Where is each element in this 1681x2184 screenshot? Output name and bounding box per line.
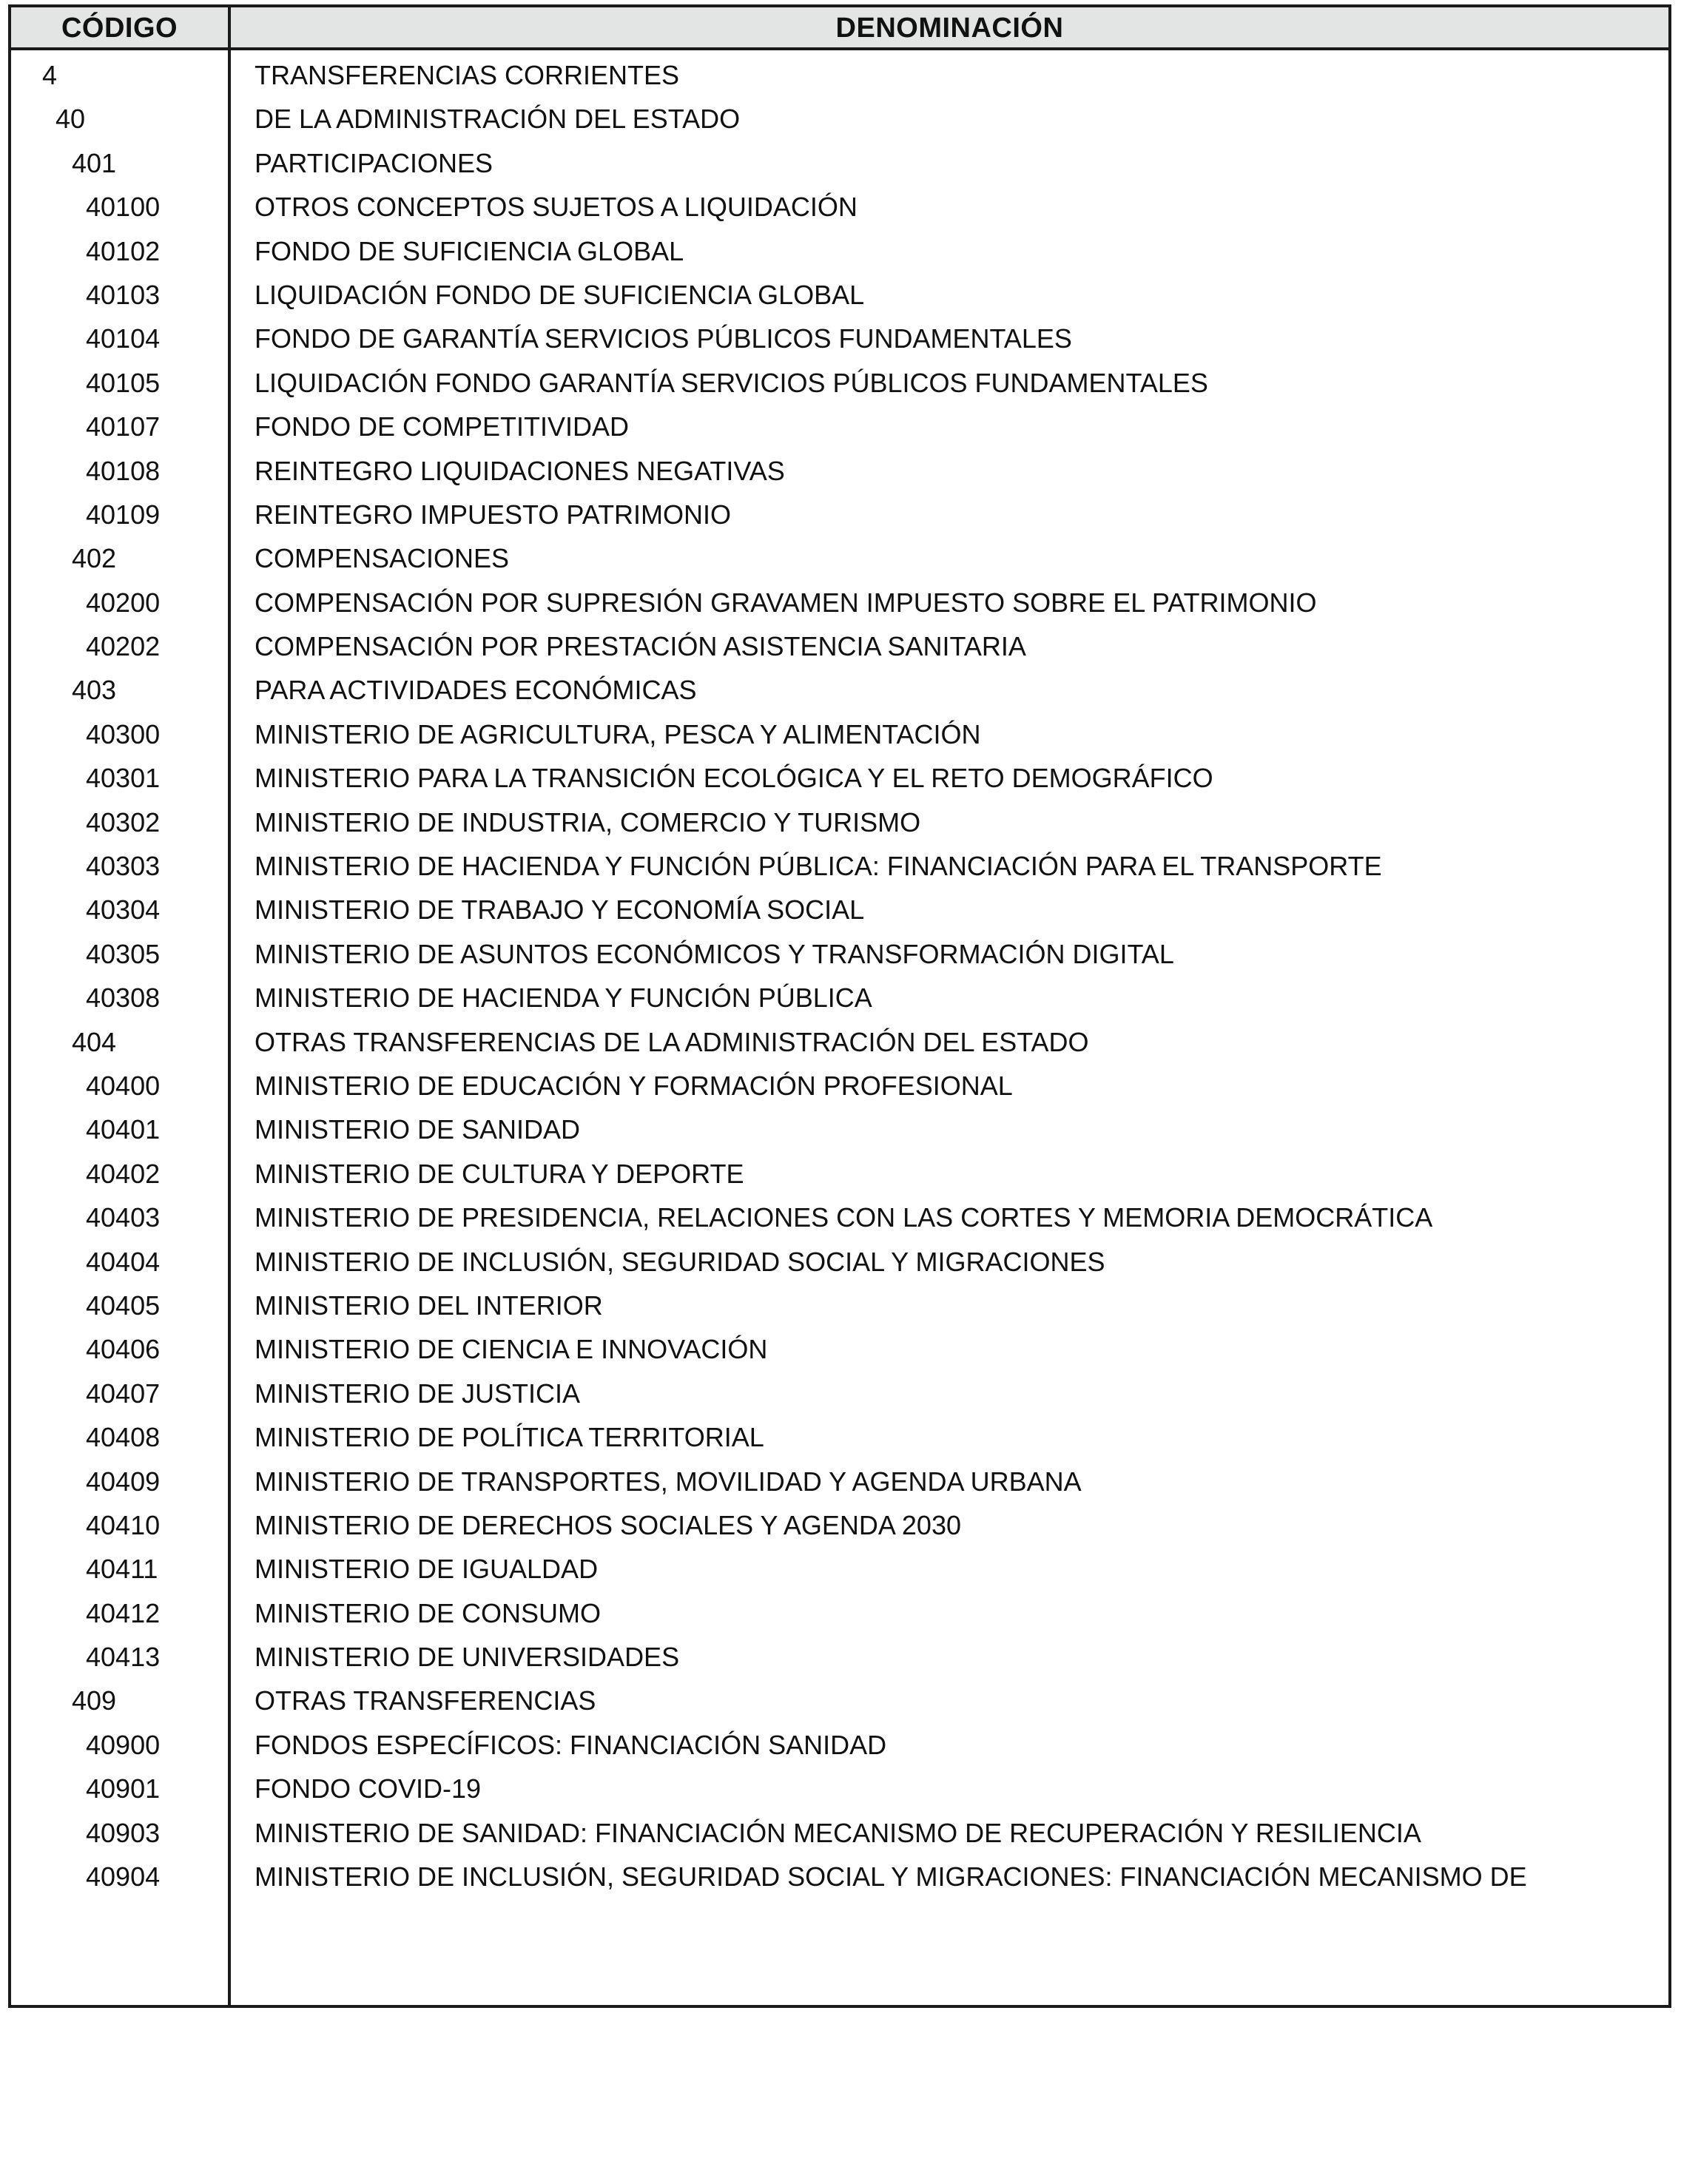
row-code: 402: [72, 543, 117, 574]
row-name: MINISTERIO DE CONSUMO: [255, 1597, 602, 1628]
row-name: FONDO DE GARANTÍA SERVICIOS PÚBLICOS FUNDAMENTALES: [255, 323, 1072, 354]
table-row: [11, 500, 1668, 544]
row-code: 40302: [86, 806, 161, 837]
row-code: 40404: [86, 1246, 161, 1277]
table-row: [11, 104, 1668, 148]
table-row: [11, 1423, 1668, 1466]
row-name: OTRAS TRANSFERENCIAS DE LA ADMINISTRACIÓN DEL ESTADO: [255, 1026, 1089, 1057]
row-code: 40102: [86, 235, 161, 266]
row-name: PARA ACTIVIDADES ECONÓMICAS: [255, 675, 697, 706]
row-name: LIQUIDACIÓN FONDO GARANTÍA SERVICIOS PÚBLICOS FUNDAMENTALES: [255, 367, 1208, 398]
row-name: MINISTERIO DE EDUCACIÓN Y FORMACIÓN PROFESIONAL: [255, 1070, 1013, 1101]
table-row: [11, 1642, 1668, 1686]
row-code: 40104: [86, 323, 161, 354]
row-code: 401: [72, 147, 117, 178]
row-code: 40: [55, 104, 86, 135]
row-code: 40400: [86, 1070, 161, 1101]
row-name: REINTEGRO IMPUESTO PATRIMONIO: [255, 499, 732, 530]
row-code: 40413: [86, 1642, 161, 1673]
table-row: [11, 280, 1668, 324]
row-name: FONDO COVID-19: [255, 1773, 482, 1804]
row-code: 40408: [86, 1422, 161, 1453]
row-name: MINISTERIO DE TRABAJO Y ECONOMÍA SOCIAL: [255, 894, 865, 926]
row-code: 40308: [86, 983, 161, 1014]
table-row: [11, 675, 1668, 719]
table-row: [11, 720, 1668, 764]
row-code: 40411: [86, 1554, 158, 1585]
row-name: MINISTERIO DE TRANSPORTES, MOVILIDAD Y AGENDA URBANA: [255, 1466, 1082, 1497]
table-row: [11, 456, 1668, 500]
table-row: [11, 983, 1668, 1027]
table-row: [11, 1862, 1668, 1906]
table-row: [11, 808, 1668, 852]
row-name: MINISTERIO DE INCLUSIÓN, SEGURIDAD SOCIAL Y MIGRACIONES: [255, 1246, 1105, 1277]
row-code: 40202: [86, 631, 161, 662]
row-code: 40300: [86, 718, 161, 749]
row-name: FONDO DE COMPETITIVIDAD: [255, 411, 630, 442]
row-name: MINISTERIO DE DERECHOS SOCIALES Y AGENDA 2030: [255, 1509, 961, 1540]
row-code: 40100: [86, 192, 161, 223]
table-row: [11, 1467, 1668, 1511]
row-name: MINISTERIO DE SANIDAD: [255, 1114, 581, 1145]
row-name: MINISTERIO DE IGUALDAD: [255, 1554, 599, 1585]
row-name: PARTICIPACIONES: [255, 147, 493, 178]
row-code: 40901: [86, 1773, 161, 1804]
table-row: [11, 1159, 1668, 1203]
table-row: [11, 1071, 1668, 1115]
row-name: COMPENSACIÓN POR SUPRESIÓN GRAVAMEN IMPUESTO SOBRE EL PATRIMONIO: [255, 587, 1317, 618]
table-row: [11, 1774, 1668, 1818]
table-row: [11, 544, 1668, 587]
row-code: 40304: [86, 894, 161, 926]
row-code: 40109: [86, 499, 161, 530]
row-name: OTRAS TRANSFERENCIAS: [255, 1685, 596, 1716]
row-name: MINISTERIO DEL INTERIOR: [255, 1290, 603, 1321]
table-row: [11, 1247, 1668, 1291]
table-body: [11, 61, 1668, 1906]
table-row: [11, 192, 1668, 236]
row-name: OTROS CONCEPTOS SUJETOS A LIQUIDACIÓN: [255, 192, 858, 223]
table-row: [11, 852, 1668, 895]
row-name: MINISTERIO DE CIENCIA E INNOVACIÓN: [255, 1334, 768, 1365]
table-row: [11, 1554, 1668, 1598]
row-name: MINISTERIO DE UNIVERSIDADES: [255, 1642, 680, 1673]
row-name: FONDO DE SUFICIENCIA GLOBAL: [255, 235, 684, 266]
row-code: 40108: [86, 455, 161, 486]
row-code: 40305: [86, 938, 161, 969]
row-code: 40402: [86, 1158, 161, 1189]
table-row: [11, 1379, 1668, 1423]
row-name: COMPENSACIONES: [255, 543, 510, 574]
table-row: [11, 1335, 1668, 1378]
table-row: [11, 1819, 1668, 1862]
row-code: 403: [72, 675, 117, 706]
row-name: DE LA ADMINISTRACIÓN DEL ESTADO: [255, 104, 741, 135]
table-row: [11, 1203, 1668, 1247]
row-code: 40303: [86, 851, 161, 882]
row-code: 40410: [86, 1509, 161, 1540]
row-code: 40900: [86, 1729, 161, 1760]
row-name: MINISTERIO DE SANIDAD: FINANCIACIÓN MECANISMO DE RECUPERACIÓN Y RESILIENCIA: [255, 1817, 1421, 1848]
table-row: [11, 764, 1668, 807]
table-row: [11, 940, 1668, 983]
row-code: 40301: [86, 763, 161, 794]
table-row: [11, 1511, 1668, 1554]
table-row: [11, 412, 1668, 456]
header-code: CÓDIGO: [61, 13, 178, 44]
row-code: 40406: [86, 1334, 161, 1365]
row-code: 40904: [86, 1861, 161, 1893]
table-row: [11, 1115, 1668, 1159]
row-name: MINISTERIO DE POLÍTICA TERRITORIAL: [255, 1422, 764, 1453]
table-row: [11, 1291, 1668, 1335]
row-name: MINISTERIO DE HACIENDA Y FUNCIÓN PÚBLICA: FINANCIACIÓN PARA EL TRANSPORTE: [255, 851, 1382, 882]
row-code: 40407: [86, 1378, 161, 1409]
row-code: 40405: [86, 1290, 161, 1321]
row-code: 40105: [86, 367, 161, 398]
row-code: 40107: [86, 411, 161, 442]
row-code: 40403: [86, 1202, 161, 1233]
row-code: 40401: [86, 1114, 161, 1145]
row-name: REINTEGRO LIQUIDACIONES NEGATIVAS: [255, 455, 785, 486]
table-header: [11, 7, 1668, 50]
row-code: 409: [72, 1685, 117, 1716]
row-name: FONDOS ESPECÍFICOS: FINANCIACIÓN SANIDAD: [255, 1729, 887, 1760]
budget-code-table: [8, 4, 1671, 2008]
row-name: TRANSFERENCIAS CORRIENTES: [255, 60, 680, 90]
table-row: [11, 324, 1668, 368]
row-code: 40200: [86, 587, 161, 618]
row-code: 40412: [86, 1597, 161, 1628]
row-name: MINISTERIO DE PRESIDENCIA, RELACIONES CON LAS CORTES Y MEMORIA DEMOCRÁTICA: [255, 1202, 1433, 1233]
row-name: COMPENSACIÓN POR PRESTACIÓN ASISTENCIA SANITARIA: [255, 631, 1026, 662]
table-row: [11, 368, 1668, 412]
row-code: 40103: [86, 279, 161, 310]
row-name: MINISTERIO PARA LA TRANSICIÓN ECOLÓGICA Y EL RETO DEMOGRÁFICO: [255, 763, 1213, 794]
row-name: LIQUIDACIÓN FONDO DE SUFICIENCIA GLOBAL: [255, 279, 865, 310]
header-name: DENOMINACIÓN: [835, 13, 1064, 44]
row-code: 404: [72, 1026, 117, 1057]
row-name: MINISTERIO DE HACIENDA Y FUNCIÓN PÚBLICA: [255, 983, 872, 1014]
row-name: MINISTERIO DE CULTURA Y DEPORTE: [255, 1158, 744, 1189]
row-name: MINISTERIO DE INDUSTRIA, COMERCIO Y TURISMO: [255, 806, 921, 837]
row-name: MINISTERIO DE INCLUSIÓN, SEGURIDAD SOCIAL Y MIGRACIONES: FINANCIACIÓN MECANISMO DE: [255, 1861, 1527, 1893]
table-row: [11, 149, 1668, 192]
table-row: [11, 61, 1668, 104]
row-code: 40409: [86, 1466, 161, 1497]
table-row: [11, 895, 1668, 939]
table-row: [11, 1028, 1668, 1071]
table-row: [11, 1730, 1668, 1774]
row-name: MINISTERIO DE JUSTICIA: [255, 1378, 581, 1409]
table-row: [11, 1686, 1668, 1730]
table-row: [11, 632, 1668, 675]
row-name: MINISTERIO DE ASUNTOS ECONÓMICOS Y TRANSFORMACIÓN DIGITAL: [255, 938, 1174, 969]
table-row: [11, 1599, 1668, 1642]
row-name: MINISTERIO DE AGRICULTURA, PESCA Y ALIMENTACIÓN: [255, 718, 981, 749]
table-row: [11, 237, 1668, 280]
row-code: 40903: [86, 1817, 161, 1848]
table-row: [11, 588, 1668, 632]
row-code: 4: [42, 60, 58, 90]
